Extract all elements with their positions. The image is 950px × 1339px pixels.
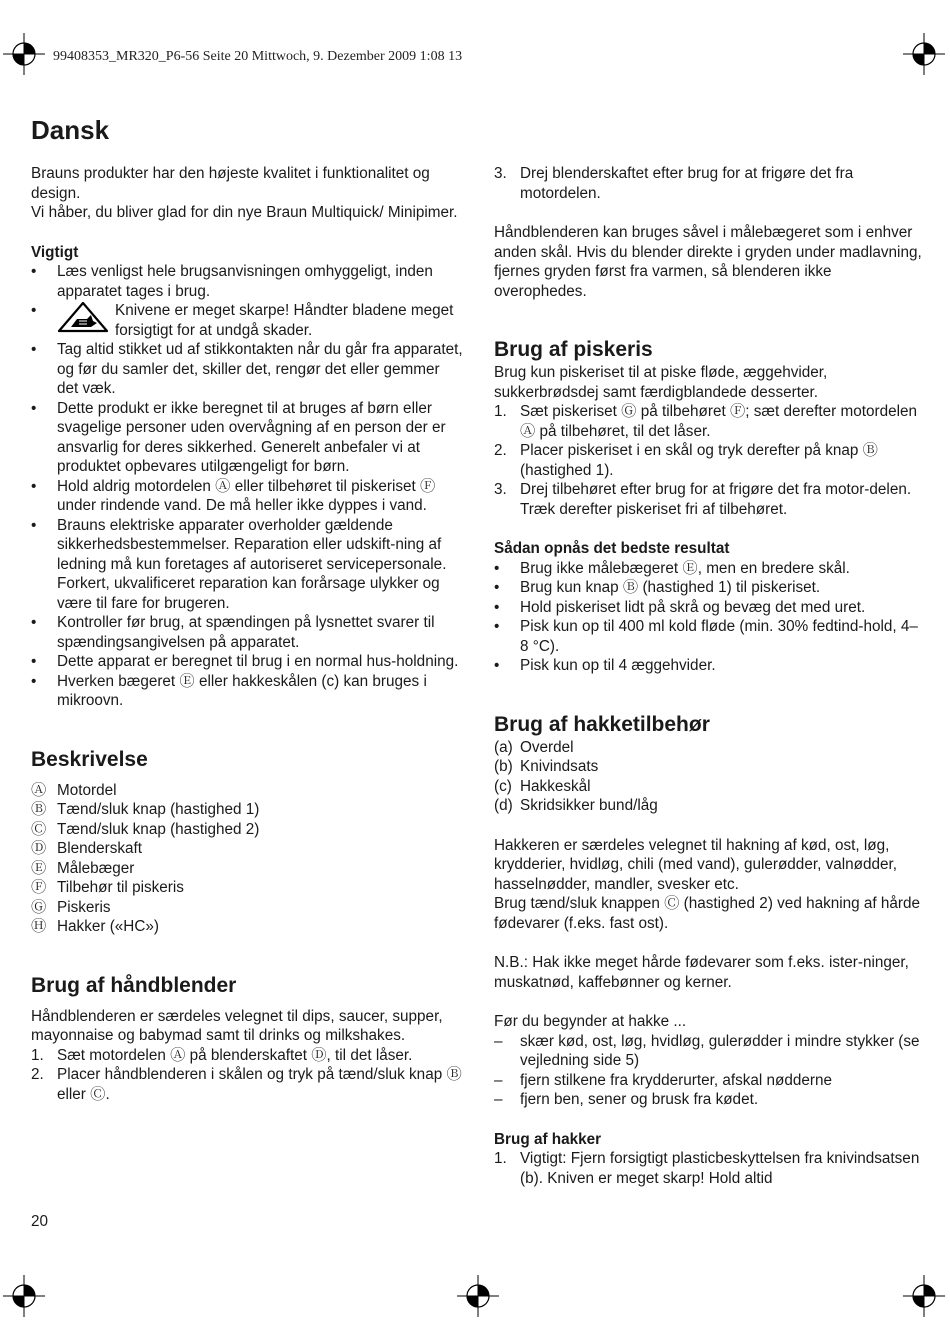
list-item: • Kontroller før brug, at spændingen på lysnettet svarer til spændingsangivelsen på apparatet. (31, 613, 463, 652)
right-column (494, 164, 926, 1188)
description-heading: Beskrivelse (31, 747, 148, 771)
print-header: 99408353_MR320_P6-56 Seite 20 Mittwoch, 9. Dezember 2009 1:08 13 (53, 49, 463, 64)
page-number: 20 (31, 1213, 49, 1230)
description-list (31, 781, 463, 937)
list-item: Ⓖ Piskeris (31, 898, 111, 916)
before-list (494, 1032, 926, 1110)
list-item: Ⓕ Tilbehør til piskeris (31, 879, 184, 896)
blender-heading: Brug af håndblender (31, 973, 237, 997)
blender-steps (31, 1046, 463, 1105)
page-title: Dansk (31, 115, 110, 145)
list-item-warning: • Knivene er meget skarpe! Håndter bladene meget forsigtigt for at undgå skader. (31, 301, 463, 340)
step-item: 1. Sæt piskeriset Ⓖ på tilbehøret Ⓕ; sæt derefter motordelen Ⓐ på tilbehøret, til det låser. (494, 403, 918, 440)
list-item: (a) Overdel (494, 738, 574, 756)
left-column (31, 164, 463, 1104)
whisk-steps (494, 402, 926, 519)
best-result-heading: Sådan opnås det bedste resultat (494, 540, 730, 557)
registration-mark-bottom-left (3, 1275, 45, 1317)
chopper-text-2: Brug tænd/sluk knappen Ⓒ (hastighed 2) ved hakning af hårde fødevarer (f.eks. fast ost). (494, 895, 921, 932)
step-item: 3. Drej blenderskaftet efter brug for at frigøre det fra motordelen. (494, 165, 854, 202)
intro-paragraph-1: Brauns produkter har den højeste kvalitet i funktionalitet og design. (31, 165, 430, 202)
intro-paragraph-2: Vi håber, du bliver glad for din nye Braun Multiquick/ Minipimer. (31, 204, 458, 221)
list-item: Ⓔ Målebæger (31, 859, 135, 877)
list-item: • Dette produkt er ikke beregnet til at bruges af børn eller svagelige personer uden overvågning af en person der er ansvarlig for deres sikkerhed. Generelt anbefaler vi at produktet opbevares utilgængeligt for børn. (31, 399, 463, 477)
list-item: • Pisk kun op til 400 ml kold fløde (min. 30% fedtind-hold, 4–8 °C). (494, 617, 926, 656)
chopper-text-1: Hakkeren er særdeles velegnet til hakning af kød, ost, løg, krydderier, hvidløg, chili (med vand), gulerødder, valnødder, hasselnødder, mandler, svesker etc. (494, 836, 897, 893)
step-item: 1. Sæt motordelen Ⓐ på blenderskaftet Ⓓ, til det låser. (31, 1046, 413, 1064)
list-item: Ⓑ Tænd/sluk knap (hastighed 1) (31, 801, 260, 818)
chopper-nb: N.B.: Hak ikke meget hårde fødevarer som f.eks. ister-ninger, muskatnød, kaffebønner og kerner. (494, 954, 909, 991)
registration-mark-top-left (3, 33, 45, 75)
list-item: (d) Skridsikker bund/låg (494, 797, 658, 814)
chopper-parts-list (494, 738, 926, 816)
important-list (31, 262, 463, 711)
list-item: • Tag altid stikket ud af stikkontakten når du går fra apparatet, og før du samler det, skiller det, rengør det eller gemmer det væk. (31, 340, 463, 399)
list-item: • Hverken bægeret Ⓔ eller hakkeskålen (c) kan bruges i mikroovn. (31, 672, 463, 711)
blender-intro: Håndblenderen er særdeles velegnet til dips, saucer, supper, mayonnaise og babymad samt til drinks og milkshakes. (31, 1007, 443, 1044)
list-item: Ⓐ Motordel (31, 781, 117, 799)
list-item: Ⓗ Hakker («HC») (31, 918, 159, 935)
important-heading: Vigtigt (31, 243, 79, 261)
list-item: – fjern ben, sener og brusk fra kødet. (494, 1091, 759, 1108)
use-chopper-steps (494, 1149, 926, 1188)
list-item: – fjern stilkene fra krydderurter, afskal nødderne (494, 1071, 833, 1089)
step-item: 3. Drej tilbehøret efter brug for at frigøre det fra motor-delen. Træk derefter piskeriset fri af tilbehøret. (494, 481, 912, 518)
use-chopper-heading: Brug af hakker (494, 1130, 602, 1148)
before-intro: Før du begynder at hakke ... (494, 1013, 687, 1030)
list-item: • Pisk kun op til 4 æggehvider. (494, 656, 926, 676)
list-item: • Læs venligst hele brugsanvisningen omhyggeligt, inden apparatet tages i brug. (31, 262, 463, 301)
whisk-intro: Brug kun piskeriset til at piske fløde, æggehvider, sukkerbrødsdej samt færdigblandede desserter. (494, 364, 828, 401)
registration-mark-top-right (903, 33, 945, 75)
best-result-list (494, 559, 926, 676)
registration-mark-bottom-center (457, 1275, 499, 1317)
list-item: • Hold aldrig motordelen Ⓐ eller tilbehøret til piskeriset Ⓕ under rindende vand. De må heller ikke dyppes i vand. (31, 477, 463, 516)
list-item: • Brug ikke målebægeret Ⓔ, men en bredere skål. (494, 559, 926, 579)
blender-note: Håndblenderen kan bruges såvel i målebægeret som i enhver anden skål. Hvis du blender direkte i gryden under madlavning, fjernes gryden først fra varmen, så blenderen ikke overophedes. (494, 224, 922, 300)
blender-steps-continued (494, 164, 926, 203)
list-item: (c) Hakkeskål (494, 777, 591, 795)
chopper-heading: Brug af hakketilbehør (494, 712, 710, 736)
list-item: • Dette apparat er beregnet til brug i en normal hus-holdning. (31, 652, 463, 672)
step-item: 1. Vigtigt: Fjern forsigtigt plasticbeskyttelsen fra knivindsatsen (b). Kniven er meget skarp! Hold altid (494, 1150, 920, 1187)
list-item: – skær kød, ost, løg, hvidløg, gulerødder i mindre stykker (se vejledning side 5) (494, 1032, 920, 1069)
list-item: • Brauns elektriske apparater overholder gældende sikkerhedsbestemmelser. Reparation eller udskift-ning af ledning må kun foretages af autoriseret servicepersonale. Forkert, ukvalificeret reparation kan forårsage ulykker og være til fare for brugeren. (31, 516, 463, 614)
step-item: 2. Placer piskeriset i en skål og tryk derefter på knap Ⓑ (hastighed 1). (494, 442, 878, 479)
list-item: • Brug kun knap Ⓑ (hastighed 1) til piskeriset. (494, 578, 926, 598)
whisk-heading: Brug af piskeris (494, 338, 653, 361)
list-item: • Hold piskeriset lidt på skrå og bevæg det med uret. (494, 598, 926, 618)
list-item: (b) Knivindsats (494, 758, 599, 775)
registration-mark-bottom-right (903, 1275, 945, 1317)
list-item: Ⓓ Blenderskaft (31, 840, 143, 857)
list-item: Ⓒ Tænd/sluk knap (hastighed 2) (31, 820, 260, 838)
sharp-blade-warning-icon (57, 301, 109, 335)
step-item: 2. Placer håndblenderen i skålen og tryk på tænd/sluk knap Ⓑ eller Ⓒ. (31, 1066, 462, 1103)
